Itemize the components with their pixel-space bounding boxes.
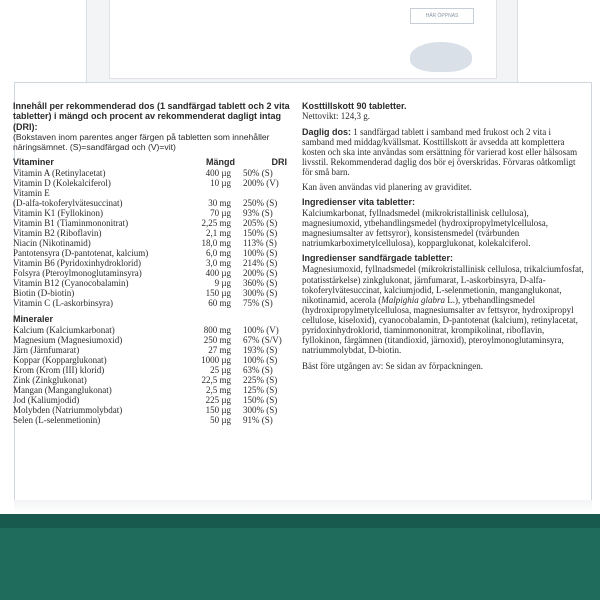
nutrient-dri: 360% (S) (243, 277, 278, 288)
sand-text-part-b: L.), ytbehandlingsmedel (hydroxipropylmetylcellulosa, magnesiumsalter av fettsyror, hydroxipropyl cellulose, kiseloxid), cyanocobalamin, D-pantotenat (kalcium), retinylacetat, pyridoxinhydroklorid, tiaminmononitrat, krompikolinat, riboflavin, fyllokinon, färgämnen (titandioxid, järnoxid), pteroylmonoglutaminsyra, natriummolybdat, D-biotin. (302, 294, 578, 356)
pregnancy-note: Kan även användas vid planering av graviditet. (302, 181, 472, 192)
nutrient-amount: 2,1 mg (205, 227, 231, 238)
seal-logo-icon (410, 42, 472, 72)
best-before: Bäst före utgången av: Se sidan av förpackningen. (302, 361, 483, 372)
nutrient-name: Magnesium (Magnesiumoxid) (13, 334, 123, 345)
nutrient-amount: 27 mg (208, 344, 231, 355)
minerals-title: Mineraler (13, 313, 54, 324)
nutrient-name: Niacin (Nikotinamid) (13, 237, 91, 248)
nutrient-dri: 91% (S) (243, 414, 273, 425)
nutrient-amount: 70 µg (210, 207, 231, 218)
nutrient-amount (179, 188, 237, 198)
nutrient-name: Vitamin C (L-askorbinsyra) (13, 297, 113, 308)
nutrient-name: Biotin (D-biotin) (13, 287, 75, 298)
nutrient-dri: 75% (S) (243, 297, 273, 308)
nutrient-amount: 9 µg (214, 277, 231, 288)
nutrient-row (13, 335, 293, 345)
nutrient-amount: 2,25 mg (201, 217, 231, 228)
nutrient-row (13, 415, 293, 425)
amount-column-label: Mängd (206, 156, 235, 167)
panel-shadow (14, 500, 592, 514)
nutrient-name: Pantotensyra (D-pantotenat, kalcium) (13, 247, 149, 258)
nutrient-amount: 800 mg (203, 324, 231, 335)
nutrient-amount: 6,0 mg (205, 247, 231, 258)
nutrient-name: Vitamin B1 (Tiaminmononitrat) (13, 217, 129, 228)
nutrient-name: Selen (L-selenmetionin) (13, 414, 101, 425)
nutrient-row (13, 395, 293, 405)
nutrient-dri: 100% (S) (243, 354, 278, 365)
sand-ingredients-text (302, 264, 584, 355)
sand-ingredients-title: Ingredienser sandfärgade tabletter: (302, 253, 454, 264)
nutrient-name: Folsyra (Pteroylmonoglutaminsyra) (13, 267, 142, 278)
nutrient-dri: 250% (S) (243, 197, 278, 208)
nutrient-row (13, 345, 293, 355)
nutrient-dri: 100% (S) (243, 247, 278, 258)
nutrient-amount: 30 mg (208, 197, 231, 208)
vitamins-header (13, 157, 293, 168)
dri-column-label: DRI (271, 156, 287, 167)
nutrient-amount: 225 µg (205, 394, 231, 405)
open-here-label: HÄR ÖPPNAS (410, 8, 474, 24)
nutrient-dri: 150% (S) (243, 227, 278, 238)
nutrient-dri: 214% (S) (243, 257, 278, 268)
nutrient-dri: 193% (S) (243, 344, 278, 355)
nutrition-column (13, 101, 293, 425)
nutrient-row (13, 365, 293, 375)
nutrient-dri: 300% (S) (243, 287, 278, 298)
nutrient-row (13, 325, 293, 335)
nutrient-row (13, 355, 293, 365)
nutrient-name: Järn (Järnfumarat) (13, 344, 80, 355)
product-info-column (302, 101, 584, 371)
minerals-table (13, 325, 293, 425)
nutrient-name: Vitamin E (13, 187, 50, 198)
nutrient-amount: 18,0 mg (201, 237, 231, 248)
nutrient-dri: 113% (S) (243, 237, 277, 248)
nutrient-row (13, 198, 293, 208)
nutrient-name: Koppar (Kopparglukonat) (13, 354, 107, 365)
nutrient-row (13, 385, 293, 395)
nutrient-amount: 150 µg (205, 404, 231, 415)
box-top-flap (86, 0, 518, 82)
nutrient-name: Krom (Krom (III) klorid) (13, 364, 105, 375)
nutrient-row (13, 258, 293, 268)
nutrient-row (13, 278, 293, 288)
nutrient-name: Vitamin B2 (Riboflavin) (13, 227, 102, 238)
nutrient-dri: 300% (S) (243, 404, 278, 415)
nutrient-dri (237, 188, 291, 198)
white-ingredients-title: Ingredienser vita tabletter: (302, 197, 416, 208)
nutrient-name: Vitamin B6 (Pyridoxinhydroklorid) (13, 257, 141, 268)
nutrient-row (13, 208, 293, 218)
nutrient-amount: 10 µg (210, 177, 231, 188)
nutrient-dri: 150% (S) (243, 394, 278, 405)
nutrient-name: (D-alfa-tokoferylvätesuccinat) (13, 197, 123, 208)
nutrient-dri: 125% (S) (243, 384, 278, 395)
nutrient-row (13, 228, 293, 238)
sand-text-latin: Malpighia glabra (381, 294, 445, 305)
nutrient-name: Vitamin A (Retinylacetat) (13, 167, 106, 178)
daily-dose (302, 127, 584, 177)
nutrient-dri: 67% (S/V) (243, 334, 282, 345)
sand-text-part-a: Magnesiumoxid, fyllnadsmedel (mikrokristallinisk cellulosa, trikalciumfosfat, potatisstärkelse) zinkglukonat, järnfumarat, L-askorbinsyra, D-alfa-tokoferylvätesuccinat, kalciumjodid, L-selenmetionin, manganglukonat, nikotinamid, acerola ( (302, 264, 584, 305)
vitamins-title: Vitaminer (13, 156, 54, 167)
nutrient-name: Vitamin D (Kolekalciferol) (13, 177, 111, 188)
nutrient-name: Molybden (Natriummolybdat) (13, 404, 123, 415)
nutrient-row (13, 238, 293, 248)
box-top-inner (109, 0, 497, 79)
nutrient-name: Jod (Kaliumjodid) (13, 394, 80, 405)
nutrient-row (13, 268, 293, 278)
nutrient-amount: 60 mg (208, 297, 231, 308)
nutrient-amount: 3,0 mg (205, 257, 231, 268)
nutrient-name: Kalcium (Kalciumkarbonat) (13, 324, 115, 335)
nutrient-dri: 225% (S) (243, 374, 278, 385)
nutrient-dri: 100% (V) (243, 324, 279, 335)
nutrient-dri: 63% (S) (243, 364, 273, 375)
white-ingredients-text: Kalciumkarbonat, fyllnadsmedel (mikrokristallinisk cellulosa), magnesiumoxid, ytbehandlingsmedel (hydroxipropylmetylcellulosa, magnesiumsalter av fettsyror), konsistensmedel (tvärbunden natriumkarboximetylcellulosa), kopparglukonat, kolekalciferol. (302, 208, 548, 249)
nutrient-row (13, 405, 293, 415)
nutrient-dri: 200% (V) (243, 177, 279, 188)
daily-dose-label: Daglig dos: (302, 126, 351, 137)
nutrition-heading: Innehåll per rekommenderad dos (1 sandfärgad tablett och 2 vita tabletter) i mängd och procent av rekommenderat dagligt intag (DRI): (13, 101, 290, 132)
nutrient-row (13, 218, 293, 228)
nutrient-amount: 2,5 mg (205, 384, 231, 395)
nutrient-dri: 50% (S) (243, 167, 273, 178)
nutrient-name: Mangan (Manganglukonat) (13, 384, 112, 395)
nutrient-row (13, 168, 293, 178)
nutrient-name: Vitamin K1 (Fyllokinon) (13, 207, 103, 218)
nutrient-row (13, 375, 293, 385)
nutrient-dri: 205% (S) (243, 217, 278, 228)
net-weight: Nettovikt: 124,3 g. (302, 111, 370, 122)
daily-dose-text: 1 sandfärgad tablett i samband med frukost och 2 vita i samband med middag/kvällsmat. Kosttillskott är avsedda att komplettera kosten och ska inte användas som ersättning för varierad kost eller hälsosam livsstil. Rekommenderad daglig dos bör ej överskridas. Förvaras oåtkomligt för små barn. (302, 126, 578, 177)
nutrient-row (13, 288, 293, 298)
nutrient-amount: 22,5 mg (201, 374, 231, 385)
nutrient-amount: 1000 µg (201, 354, 231, 365)
nutrient-amount: 400 µg (205, 267, 231, 278)
nutrient-amount: 400 µg (205, 167, 231, 178)
nutrient-amount: 250 mg (203, 334, 231, 345)
nutrient-name: Zink (Zinkglukonat) (13, 374, 87, 385)
product-title: Kosttillskott 90 tabletter. (302, 101, 407, 111)
nutrient-row (13, 178, 293, 188)
nutrient-dri: 200% (S) (243, 267, 278, 278)
nutrient-dri: 93% (S) (243, 207, 273, 218)
nutrient-amount: 25 µg (210, 364, 231, 375)
green-band-edge (0, 514, 600, 528)
color-note: (Bokstaven inom parentes anger färgen på tabletten som innehåller näringsämnet. (S)=sandfärgad och (V)=vit) (13, 132, 270, 153)
nutrient-row (13, 188, 293, 198)
nutrient-amount: 50 µg (210, 414, 231, 425)
nutrient-row (13, 248, 293, 258)
nutrient-row (13, 298, 293, 308)
nutrient-name: Vitamin B12 (Cyanocobalamin) (13, 277, 129, 288)
vitamins-table (13, 168, 293, 308)
nutrient-amount: 150 µg (205, 287, 231, 298)
